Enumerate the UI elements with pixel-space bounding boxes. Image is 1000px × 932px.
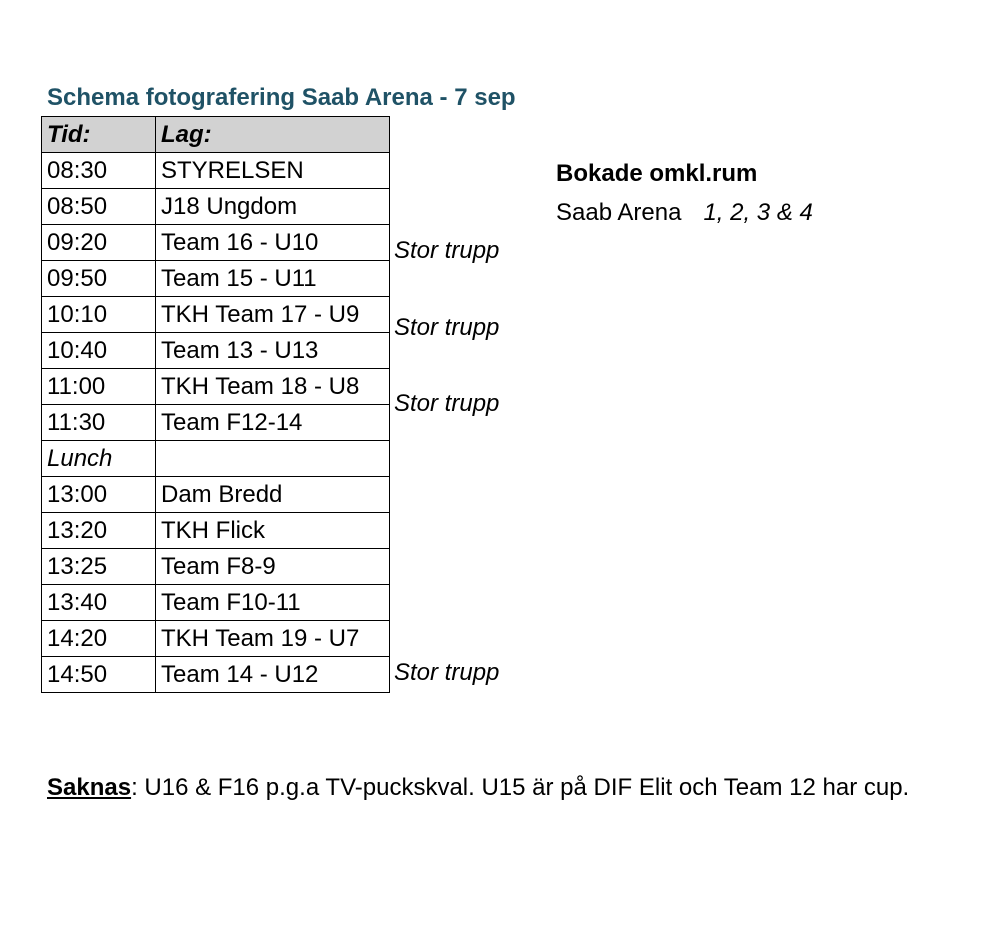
table-row [42, 513, 390, 549]
page-title: Schema fotografering Saab Arena - 7 sep [47, 84, 516, 111]
row-time: 09:50 [42, 261, 156, 297]
row-team: Team 13 - U13 [156, 333, 390, 369]
row-team: TKH Flick [156, 513, 390, 549]
row-note: Stor trupp [394, 313, 500, 341]
row-time: Lunch [42, 441, 156, 477]
table-row [42, 549, 390, 585]
header-time: Tid: [42, 117, 156, 153]
row-team [156, 441, 390, 477]
table-header-row [42, 117, 390, 153]
row-time: 13:25 [42, 549, 156, 585]
row-team: J18 Ungdom [156, 189, 390, 225]
row-time: 13:00 [42, 477, 156, 513]
table-row [42, 441, 390, 477]
row-time: 14:20 [42, 621, 156, 657]
row-team: STYRELSEN [156, 153, 390, 189]
table-row [42, 261, 390, 297]
row-time: 13:20 [42, 513, 156, 549]
table-row [42, 333, 390, 369]
table-row [42, 369, 390, 405]
row-team: Team 14 - U12 [156, 657, 390, 693]
row-time: 14:50 [42, 657, 156, 693]
booked-rooms-heading: Bokade omkl.rum [556, 160, 758, 187]
missing-note [47, 774, 909, 802]
booked-rooms: 1, 2, 3 & 4 [703, 199, 813, 226]
table-row [42, 477, 390, 513]
table-row [42, 621, 390, 657]
row-time: 08:30 [42, 153, 156, 189]
row-team: Team F12-14 [156, 405, 390, 441]
table-row [42, 153, 390, 189]
row-team: TKH Team 17 - U9 [156, 297, 390, 333]
booked-rooms-line [556, 199, 813, 227]
schedule-table [41, 116, 390, 693]
row-time: 08:50 [42, 189, 156, 225]
row-time: 13:40 [42, 585, 156, 621]
row-time: 10:10 [42, 297, 156, 333]
table-row [42, 405, 390, 441]
row-note: Stor trupp [394, 659, 500, 687]
table-row [42, 225, 390, 261]
header-team: Lag: [156, 117, 390, 153]
row-time: 11:00 [42, 369, 156, 405]
row-time: 09:20 [42, 225, 156, 261]
row-team: TKH Team 18 - U8 [156, 369, 390, 405]
table-row [42, 297, 390, 333]
row-note: Stor trupp [394, 236, 500, 264]
row-team: Team 15 - U11 [156, 261, 390, 297]
row-team: Team F8-9 [156, 549, 390, 585]
row-team: TKH Team 19 - U7 [156, 621, 390, 657]
row-team: Team 16 - U10 [156, 225, 390, 261]
missing-label: Saknas [47, 774, 132, 801]
table-row [42, 585, 390, 621]
row-time: 10:40 [42, 333, 156, 369]
missing-text: : U16 & F16 p.g.a TV-puckskval. U15 är på DIF Elit och Team 12 har cup. [131, 774, 910, 801]
row-note: Stor trupp [394, 390, 500, 418]
row-team: Team F10-11 [156, 585, 390, 621]
table-row [42, 189, 390, 225]
booked-venue: Saab Arena [556, 199, 682, 226]
table-row [42, 657, 390, 693]
row-time: 11:30 [42, 405, 156, 441]
row-team: Dam Bredd [156, 477, 390, 513]
